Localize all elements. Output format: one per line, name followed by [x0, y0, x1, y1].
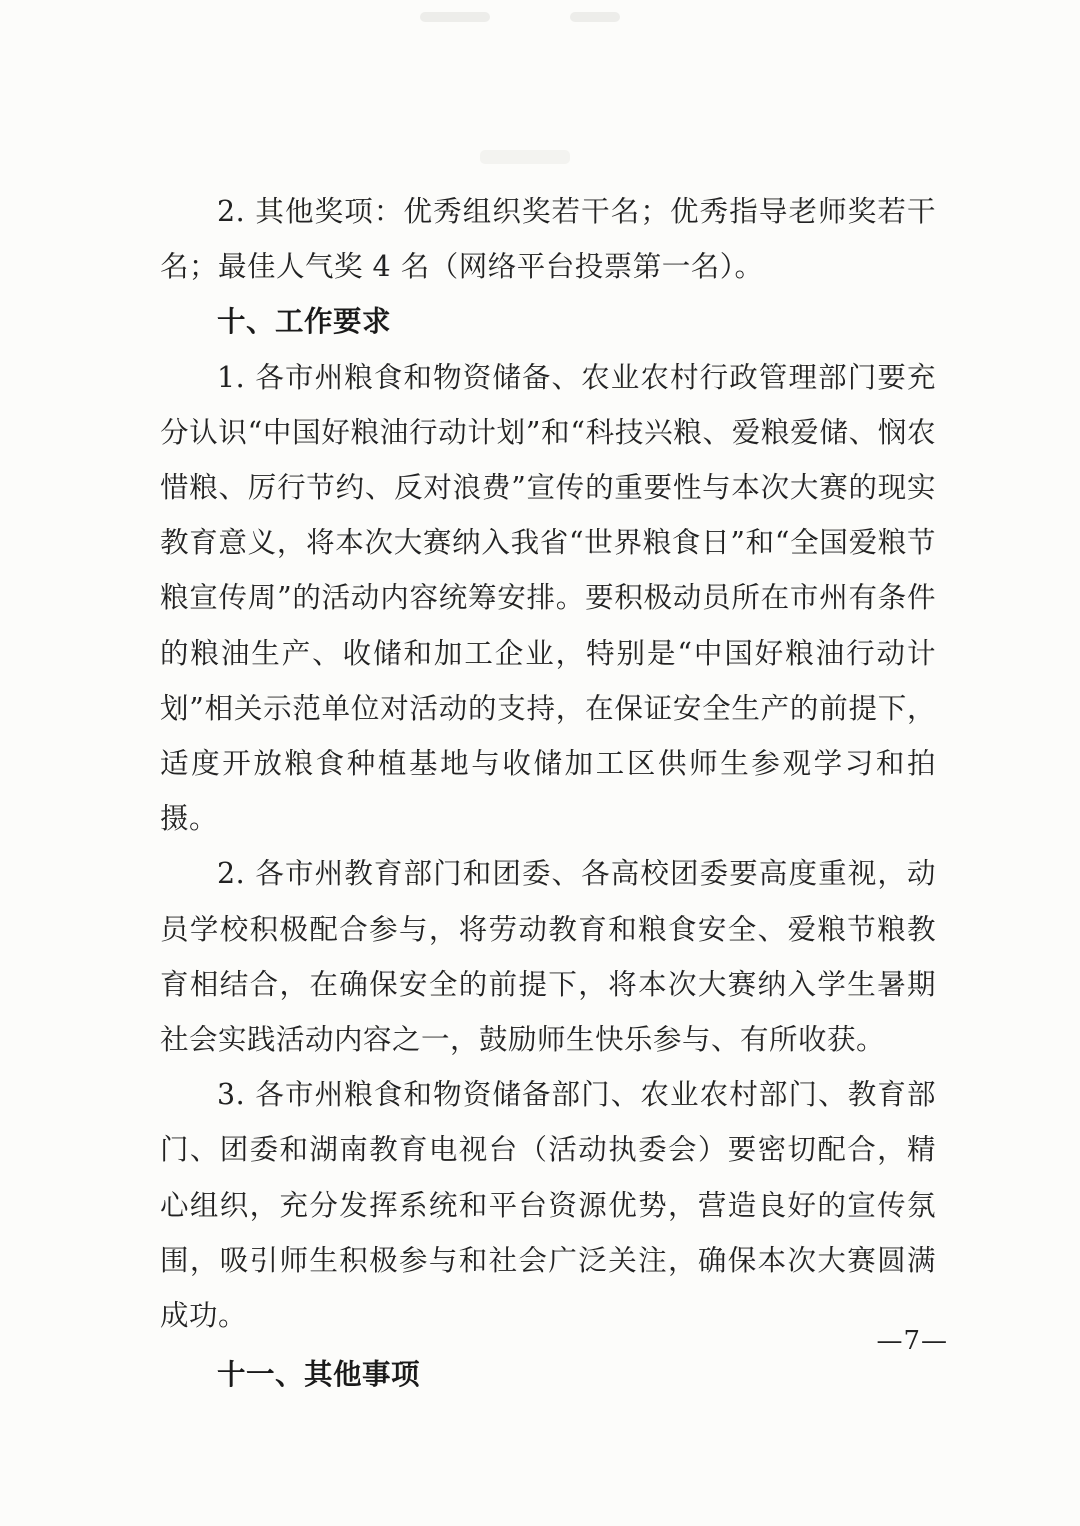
- scan-artifact: [570, 12, 620, 22]
- scan-artifact: [480, 150, 570, 164]
- paragraph-requirement-2: 2. 各市州教育部门和团委、各高校团委要高度重视，动员学校积极配合参与，将劳动教育和粮食安全、爱粮节粮教育相结合，在确保安全的前提下，将本次大赛纳入学生暑期社会实践活动内容之一，鼓励师生快乐参与、有所收获。: [160, 857, 936, 1057]
- paragraph-requirement-3: 3. 各市州粮食和物资储备部门、农业农村部门、教育部门、团委和湖南教育电视台（活动执委会）要密切配合，精心组织，充分发挥系统和平台资源优势，营造良好的宣传氛围，吸引师生积极参与和社会广泛关注，确保本次大赛圆满成功。: [160, 1078, 936, 1333]
- page-number: —7—: [876, 1326, 948, 1356]
- paragraph-other-awards: 2. 其他奖项：优秀组织奖若干名；优秀指导老师奖若干名；最佳人气奖 4 名（网络平台投票第一名）。: [160, 195, 936, 284]
- paragraph-requirement-1: 1. 各市州粮食和物资储备、农业农村行政管理部门要充分认识“中国好粮油行动计划”和“科技兴粮、爱粮爱储、悯农惜粮、厉行节约、反对浪费”宣传的重要性与本次大赛的现实教育意义，将本次大赛纳入我省“世界粮食日”和“全国爱粮节粮宣传周”的活动内容统筹安排。要积极动员所在市州有条件的粮油生产、收储和加工企业，特别是“中国好粮油行动计划”相关示范单位对活动的支持，在保证安全生产的前提下，适度开放粮食种植基地与收储加工区供师生参观学习和拍摄。: [160, 360, 936, 836]
- scan-artifact: [420, 12, 490, 22]
- document-body: [160, 184, 936, 1402]
- section-heading-other-matters: 十一、其他事项: [217, 1358, 421, 1392]
- section-heading-work-requirements: 十、工作要求: [217, 305, 392, 339]
